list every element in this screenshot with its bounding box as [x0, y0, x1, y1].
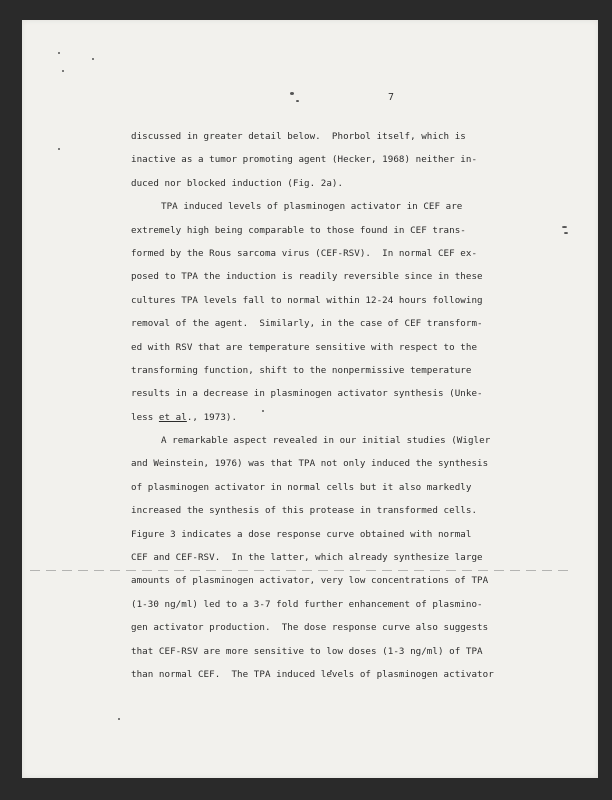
- text-line: posed to TPA the induction is readily reversible since in these: [131, 271, 483, 283]
- text-line: of plasminogen activator in normal cells but it also markedly: [131, 481, 472, 493]
- text-line: extremely high being comparable to those found in CEF trans-: [131, 224, 466, 236]
- text-line: duced nor blocked induction (Fig. 2a).: [131, 177, 344, 189]
- text-line: inactive as a tumor promoting agent (Hecker, 1968) neither in-: [131, 154, 478, 166]
- text-line: removal of the agent. Similarly, in the case of CEF transform-: [131, 318, 483, 330]
- text-line: and Weinstein, 1976) was that TPA not only induced the synthesis: [131, 458, 489, 470]
- text-line: A remarkable aspect revealed in our initial studies (Wigler: [161, 435, 491, 447]
- scan-speck: [62, 70, 64, 72]
- page-number: 7: [388, 92, 395, 103]
- scan-speck: [118, 718, 120, 720]
- body-text: [131, 125, 531, 686]
- text-line: gen activator production. The dose response curve also suggests: [131, 622, 489, 634]
- text-line: that CEF-RSV are more sensitive to low doses (1-3 ng/ml) of TPA: [131, 645, 483, 657]
- text-line: increased the synthesis of this protease in transformed cells.: [131, 505, 478, 517]
- text-line: less et al., 1973).: [131, 411, 238, 423]
- text-line: Figure 3 indicates a dose response curve obtained with normal: [131, 528, 472, 540]
- scan-speck: [58, 52, 60, 54]
- text-line: results in a decrease in plasminogen activator synthesis (Unke-: [131, 388, 483, 400]
- scan-speck: [58, 148, 60, 150]
- text-line: amounts of plasminogen activator, very low concentrations of TPA: [131, 575, 489, 587]
- text-line: ed with RSV that are temperature sensitive with respect to the: [131, 341, 478, 353]
- text-line: than normal CEF. The TPA induced levels of plasminogen activator: [131, 668, 494, 680]
- text-line: (1-30 ng/ml) led to a 3-7 fold further enhancement of plasmino-: [131, 598, 483, 610]
- scan-speck: [564, 232, 568, 234]
- text-line: formed by the Rous sarcoma virus (CEF-RSV). In normal CEF ex-: [131, 247, 478, 259]
- text-line: transforming function, shift to the nonpermissive temperature: [131, 364, 472, 376]
- text-line: discussed in greater detail below. Phorbol itself, which is: [131, 131, 466, 142]
- scan-speck: [92, 58, 94, 60]
- scan-speck: [562, 226, 567, 228]
- scan-speck: [296, 100, 299, 102]
- et-al-underlined: et al: [158, 411, 187, 423]
- text-line: TPA induced levels of plasminogen activator in CEF are: [161, 201, 463, 213]
- text-line: cultures TPA levels fall to normal within 12-24 hours following: [131, 294, 483, 306]
- text-line: CEF and CEF-RSV. In the latter, which already synthesize large: [131, 552, 483, 564]
- scan-speck: [290, 92, 294, 95]
